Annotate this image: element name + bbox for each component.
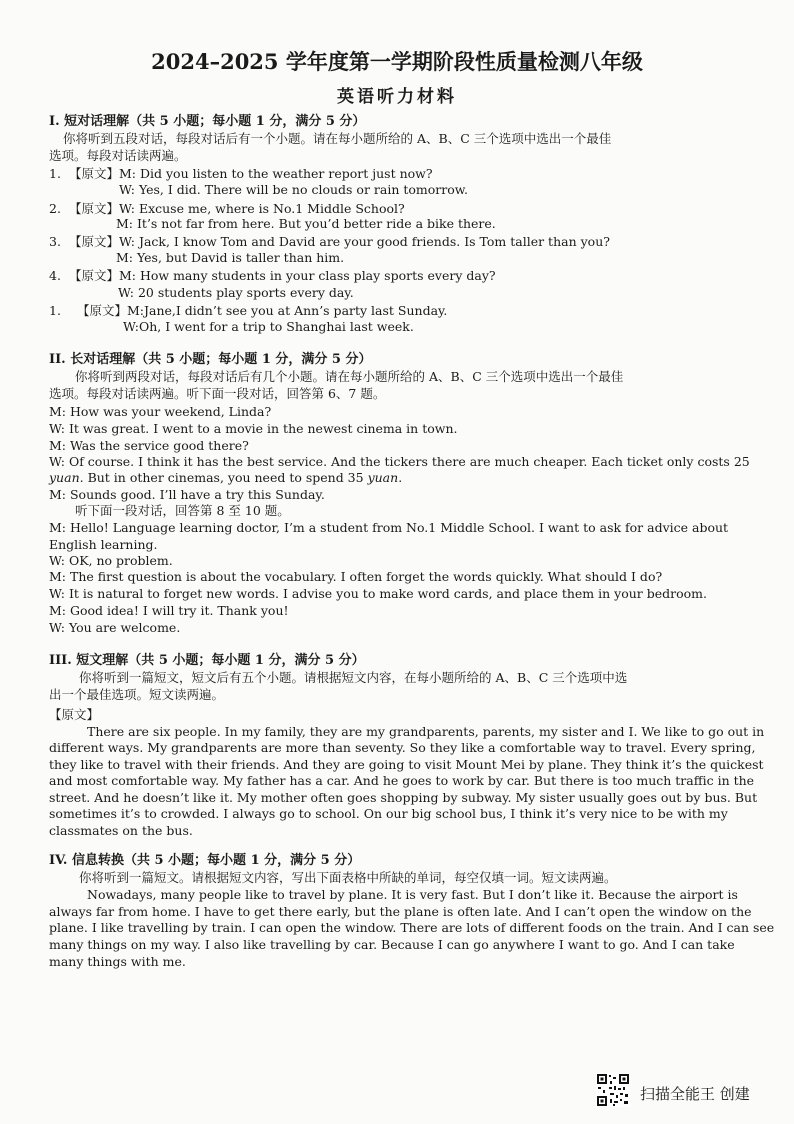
section-3-heading: III. 短文理解（共 5 小题；每小题 1 分，满分 5 分）: [49, 653, 365, 668]
item-line: 【原文】M:Jane,I didn’t see you at Ann’s party last Sunday.: [77, 303, 448, 318]
dialogue-line: M: Good idea! I will try it. Thank you!: [49, 603, 289, 618]
list-item: [49, 268, 749, 283]
section-1-intro: 你将听到五段对话，每段对话后有一个小题。请在每小题所给的 A、B、C 三个选项中选出一个最佳: [63, 131, 612, 146]
item-line: 【原文】M: Did you listen to the weather report just now?: [69, 166, 433, 181]
passage-line: they like to travel with their friends. And they are going to visit Mount Mei by plane. They think it’s the quickest: [49, 757, 764, 772]
item-number: 4.: [49, 268, 61, 283]
section-3-label: 【原文】: [49, 707, 100, 722]
qr-code-icon: [596, 1073, 630, 1107]
section-3-intro: 你将听到一篇短文，短文后有五个小题。请根据短文内容，在每小题所给的 A、B、C 三个选项中选: [79, 670, 628, 685]
dialogue-line: [49, 470, 749, 485]
dialogue-line: W: It is natural to forget new words. I advise you to make word cards, and place them in your bedroom.: [49, 586, 707, 601]
dialogue-line: M: Hello! Language learning doctor, I’m a student from No.1 Middle School. I want to ask for advice about: [49, 520, 729, 535]
passage-line: There are six people. In my family, they are my grandparents, parents, my sister and I. We like to go out in: [87, 724, 765, 739]
passage-line: and most comfortable way. My father has a car. And he goes to work by car. But there is too much traffic in the: [49, 773, 755, 788]
dialogue-line: W: OK, no problem.: [49, 553, 173, 568]
dialogue-line: English learning.: [49, 537, 158, 552]
section-4-intro: 你将听到一篇短文。请根据短文内容，写出下面表格中所缺的单词，每空仅填一词。短文读两遍。: [79, 870, 617, 885]
passage-line: many things on my way. I also like travelling by car. Because I can go anywhere I want to go. And I can take: [49, 937, 735, 952]
section-2-intro-cont: 选项。每段对话读两遍。听下面一段对话，回答第 6、7 题。: [49, 386, 386, 401]
list-item: [49, 234, 749, 249]
dialogue-line: M: The first question is about the vocabulary. I often forget the words quickly. What should I do?: [49, 569, 663, 584]
currency-word: yuan: [367, 470, 399, 485]
dialogue-line: M: Was the service good there?: [49, 438, 249, 453]
item-number: 1.: [49, 303, 61, 318]
dialogue-text: . But in other cinemas, you need to spend 35: [79, 470, 368, 485]
dialogue-line: M: Sounds good. I’ll have a try this Sunday.: [49, 487, 325, 502]
dialogue-text: .: [398, 470, 403, 485]
item-line: 【原文】M: How many students in your class play sports every day?: [69, 268, 496, 283]
scanner-watermark: 扫描全能王 创建: [640, 1085, 750, 1103]
section-4-heading: IV. 信息转换（共 5 小题；每小题 1 分，满分 5 分）: [49, 853, 361, 868]
item-line: 【原文】W: Jack, I know Tom and David are your good friends. Is Tom taller than you?: [69, 234, 610, 249]
document-title: 2024–2025 学年度第一学期阶段性质量检测八年级: [151, 49, 643, 74]
dialogue-line: M: How was your weekend, Linda?: [49, 404, 272, 419]
list-item: [49, 166, 749, 181]
dialogue-line: W: Of course. I think it has the best service. And the tickers there are much cheaper. Each ticket only costs 25: [49, 454, 750, 469]
section-2-heading: II. 长对话理解（共 5 小题；每小题 1 分，满分 5 分）: [49, 352, 372, 367]
passage-line: different ways. My grandparents are more than seventy. So they like a comfortable way to travel. Every spring,: [49, 740, 756, 755]
item-line: M: It’s not far from here. But you’d better ride a bike there.: [116, 216, 496, 231]
currency-word: yuan: [49, 470, 80, 485]
section-2-intro: 你将听到两段对话，每段对话后有几个小题。请在每小题所给的 A、B、C 三个选项中选出一个最佳: [75, 369, 624, 384]
dialogue-line: W: It was great. I went to a movie in the newest cinema in town.: [49, 421, 458, 436]
passage-line: Nowadays, many people like to travel by plane. It is very fast. But I don’t like it. Because the airport is: [87, 887, 738, 902]
list-item: [49, 303, 749, 318]
item-number: 3.: [49, 234, 61, 249]
passage-line: always far from home. I have to get there early, but the plane is often late. And I can’t open the window on the: [49, 904, 752, 919]
dialogue-line: W: You are welcome.: [49, 620, 181, 635]
list-item: [49, 201, 749, 216]
section-1-heading: I. 短对话理解（共 5 小题；每小题 1 分，满分 5 分）: [49, 114, 366, 129]
item-line: W: Yes, I did. There will be no clouds or rain tomorrow.: [119, 182, 468, 197]
passage-line: classmates on the bus.: [49, 823, 193, 838]
item-number: 2.: [49, 201, 61, 216]
item-line: W: 20 students play sports every day.: [118, 285, 354, 300]
section-3-intro-cont: 出一个最佳选项。短文读两遍。: [49, 687, 225, 702]
item-number: 1.: [49, 166, 61, 181]
section-2-instruction: 听下面一段对话，回答第 8 至 10 题。: [75, 503, 290, 518]
item-line: 【原文】W: Excuse me, where is No.1 Middle School?: [69, 201, 405, 216]
passage-line: plane. I like travelling by train. I can open the window. There are lots of different foods on the train. And I can see: [49, 920, 775, 935]
item-line: M: Yes, but David is taller than him.: [116, 250, 345, 265]
section-1-intro-cont: 选项。每段对话读两遍。: [49, 148, 187, 163]
passage-line: many things with me.: [49, 954, 186, 969]
passage-line: street. And he doesn’t like it. My mother often goes shopping by subway. My sister usually goes out by bus. But: [49, 790, 758, 805]
item-line: W:Oh, I went for a trip to Shanghai last week.: [123, 319, 414, 334]
passage-line: sometimes it’s to crowded. I always go to school. On our big school bus, I think it’s very nice to be with my: [49, 806, 728, 821]
document-subtitle: 英语听力材料: [337, 87, 457, 107]
